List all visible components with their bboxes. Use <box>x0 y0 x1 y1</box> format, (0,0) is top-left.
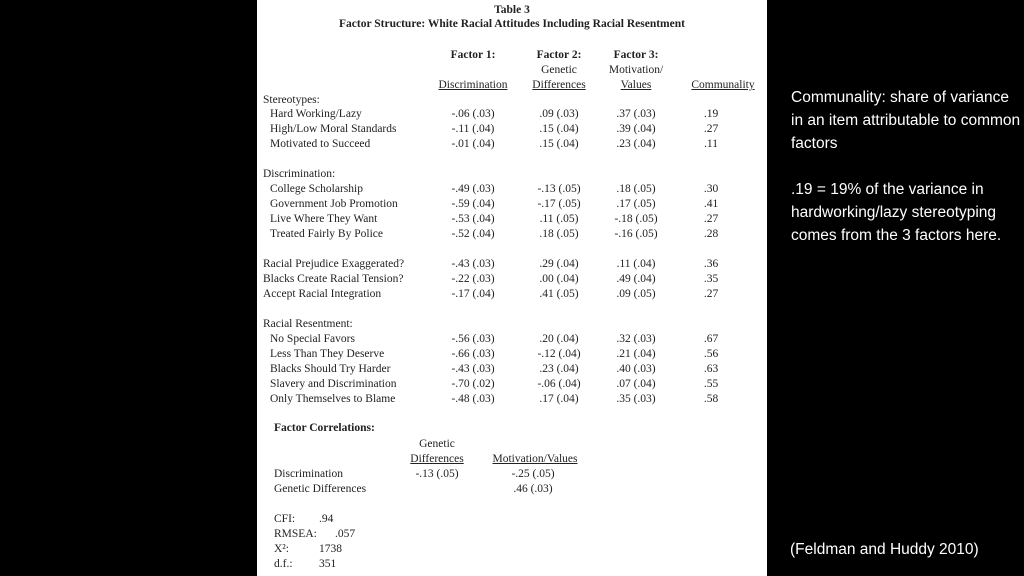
factor2-value: .17 (.04) <box>539 393 579 405</box>
row-label: Government Job Promotion <box>270 198 398 210</box>
factor3-value: -.18 (.05) <box>614 213 658 225</box>
factor1-value: -.43 (.03) <box>451 258 495 270</box>
row-label: High/Low Moral Standards <box>270 123 397 135</box>
factor1-value: -.43 (.03) <box>451 363 495 375</box>
correlations-col2: Motivation/Values <box>492 453 578 465</box>
factor3-value: .37 (.03) <box>616 108 656 120</box>
communality-value: .11 <box>704 138 718 150</box>
correlations-row1-label: Discrimination <box>274 468 343 480</box>
factor1-value: -.11 (.04) <box>451 123 495 135</box>
communality-value: .27 <box>703 288 719 300</box>
fit-chisq-label: X²: <box>274 543 289 555</box>
table-row <box>257 257 767 272</box>
factor1-value: -.22 (.03) <box>451 273 495 285</box>
note-communality-definition: Communality: share of variance in an item attributable to common factors <box>791 89 1021 152</box>
row-label: Blacks Should Try Harder <box>270 363 391 375</box>
row-label: Treated Fairly By Police <box>270 228 383 240</box>
table-row <box>257 137 767 152</box>
factor2-value: -.06 (.04) <box>537 378 581 390</box>
table-row <box>257 392 767 407</box>
table-title: Factor Structure: White Racial Attitudes Including Racial Resentment <box>339 18 685 30</box>
row-label: College Scholarship <box>270 183 363 195</box>
explanation-note <box>791 86 1023 247</box>
table-row <box>257 107 767 122</box>
row-label: Less Than They Deserve <box>270 348 385 360</box>
factor2-value: .15 (.04) <box>539 138 579 150</box>
factor1-value: -.52 (.04) <box>451 228 495 240</box>
factor1-value: -.53 (.04) <box>451 213 495 225</box>
factor3-value: .32 (.03) <box>616 333 656 345</box>
factor1-value: -.06 (.03) <box>451 108 495 120</box>
table-row <box>257 287 767 302</box>
factor2-value: .29 (.04) <box>539 258 579 270</box>
table-row <box>257 197 767 212</box>
communality-value: .58 <box>703 393 719 405</box>
correlations-col1-line1: Genetic <box>419 438 455 450</box>
factor3-value: .17 (.05) <box>616 198 656 210</box>
row-label: Slavery and Discrimination <box>270 378 397 390</box>
factor3-value: .40 (.03) <box>616 363 656 375</box>
row-label: Blacks Create Racial Tension? <box>263 273 404 285</box>
factor2-value: .00 (.04) <box>539 273 579 285</box>
communality-value: .28 <box>703 228 719 240</box>
factor1-value: -.17 (.04) <box>451 288 495 300</box>
communality-value: .67 <box>703 333 719 345</box>
factor2-value: .23 (.04) <box>539 363 579 375</box>
factor3-value: .11 (.04) <box>616 258 656 270</box>
factor2-value: .20 (.04) <box>539 333 579 345</box>
communality-value: .19 <box>703 108 719 120</box>
fit-rmsea-value: .057 <box>335 528 356 540</box>
correlations-row2-label: Genetic Differences <box>274 483 367 495</box>
table-row <box>257 272 767 287</box>
factor2-value: -.12 (.04) <box>537 348 581 360</box>
communality-value: .30 <box>703 183 719 195</box>
factor3-value: .21 (.04) <box>616 348 656 360</box>
factor1-value: -.49 (.03) <box>451 183 495 195</box>
factor1-value: -.66 (.03) <box>451 348 495 360</box>
fit-df-label: d.f.: <box>274 558 293 570</box>
table-number: Table 3 <box>494 4 530 16</box>
fit-chisq-value: 1738 <box>319 543 342 555</box>
factor3-value: .39 (.04) <box>616 123 656 135</box>
correlations-title: Factor Correlations: <box>274 422 375 434</box>
factor2-label: Factor 2: <box>536 49 582 61</box>
communality-value: .56 <box>703 348 719 360</box>
correlations-row2-c2: .46 (.03) <box>513 483 553 495</box>
table-row <box>257 227 767 242</box>
factor1-value: -.01 (.04) <box>451 138 495 150</box>
communality-value: .63 <box>703 363 719 375</box>
row-label: Only Themselves to Blame <box>270 393 396 405</box>
factor1-value: -.56 (.03) <box>451 333 495 345</box>
factor3-name-line2: Values <box>620 79 652 91</box>
table-row <box>257 122 767 137</box>
fit-cfi-value: .94 <box>319 513 334 525</box>
factor1-label: Factor 1: <box>450 49 496 61</box>
communality-value: .35 <box>703 273 719 285</box>
note-communality-example: .19 = 19% of the variance in hardworking/lazy stereotyping comes from the 3 factors here. <box>791 181 1002 244</box>
citation: (Feldman and Huddy 2010) <box>790 541 979 558</box>
factor2-value: -.13 (.05) <box>537 183 581 195</box>
fit-rmsea-label: RMSEA: <box>274 528 317 540</box>
fit-cfi-label: CFI: <box>274 513 296 525</box>
factor3-value: .23 (.04) <box>616 138 656 150</box>
communality-value: .27 <box>703 213 719 225</box>
factor1-name: Discrimination <box>438 79 508 91</box>
factor2-name-line1: Genetic <box>541 64 577 76</box>
factor2-value: -.17 (.05) <box>537 198 581 210</box>
table-row <box>257 377 767 392</box>
correlations-col1-line2: Differences <box>410 453 464 465</box>
factor1-value: -.59 (.04) <box>451 198 495 210</box>
table-row <box>257 332 767 347</box>
factor2-value: .41 (.05) <box>539 288 579 300</box>
communality-header: Communality <box>691 79 755 91</box>
section-heading-racial-resentment: Racial Resentment: <box>263 318 353 330</box>
factor3-value: .07 (.04) <box>616 378 656 390</box>
correlations-row1-c1: -.13 (.05) <box>415 468 459 480</box>
factor3-value: .09 (.05) <box>616 288 656 300</box>
row-label: Accept Racial Integration <box>263 288 382 300</box>
factor3-value: .49 (.04) <box>616 273 656 285</box>
factor3-value: .18 (.05) <box>616 183 656 195</box>
communality-value: .55 <box>703 378 719 390</box>
section-heading-stereotypes: Stereotypes: <box>263 94 320 106</box>
factor2-value: .09 (.03) <box>539 108 579 120</box>
communality-value: .27 <box>703 123 719 135</box>
communality-value: .41 <box>703 198 719 210</box>
section-heading-discrimination: Discrimination: <box>263 168 336 180</box>
factor2-name-line2: Differences <box>532 79 586 91</box>
table-page <box>257 0 767 576</box>
factor3-name-line1: Motivation/ <box>608 64 664 76</box>
factor2-value: .11 (.05) <box>539 213 579 225</box>
row-label: Live Where They Want <box>270 213 378 225</box>
row-label: Racial Prejudice Exaggerated? <box>263 258 405 270</box>
factor2-value: .15 (.04) <box>539 123 579 135</box>
correlations-row1-c2: -.25 (.05) <box>511 468 555 480</box>
row-label: Hard Working/Lazy <box>270 108 362 120</box>
table-row <box>257 362 767 377</box>
fit-df-value: 351 <box>319 558 337 570</box>
row-label: No Special Favors <box>270 333 355 345</box>
row-label: Motivated to Succeed <box>270 138 371 150</box>
factor1-value: -.48 (.03) <box>451 393 495 405</box>
factor3-label: Factor 3: <box>613 49 659 61</box>
factor3-value: .35 (.03) <box>616 393 656 405</box>
factor1-value: -.70 (.02) <box>451 378 495 390</box>
table-row <box>257 347 767 362</box>
communality-value: .36 <box>703 258 719 270</box>
table-row <box>257 212 767 227</box>
factor2-value: .18 (.05) <box>539 228 579 240</box>
factor3-value: -.16 (.05) <box>614 228 658 240</box>
table-row <box>257 182 767 197</box>
